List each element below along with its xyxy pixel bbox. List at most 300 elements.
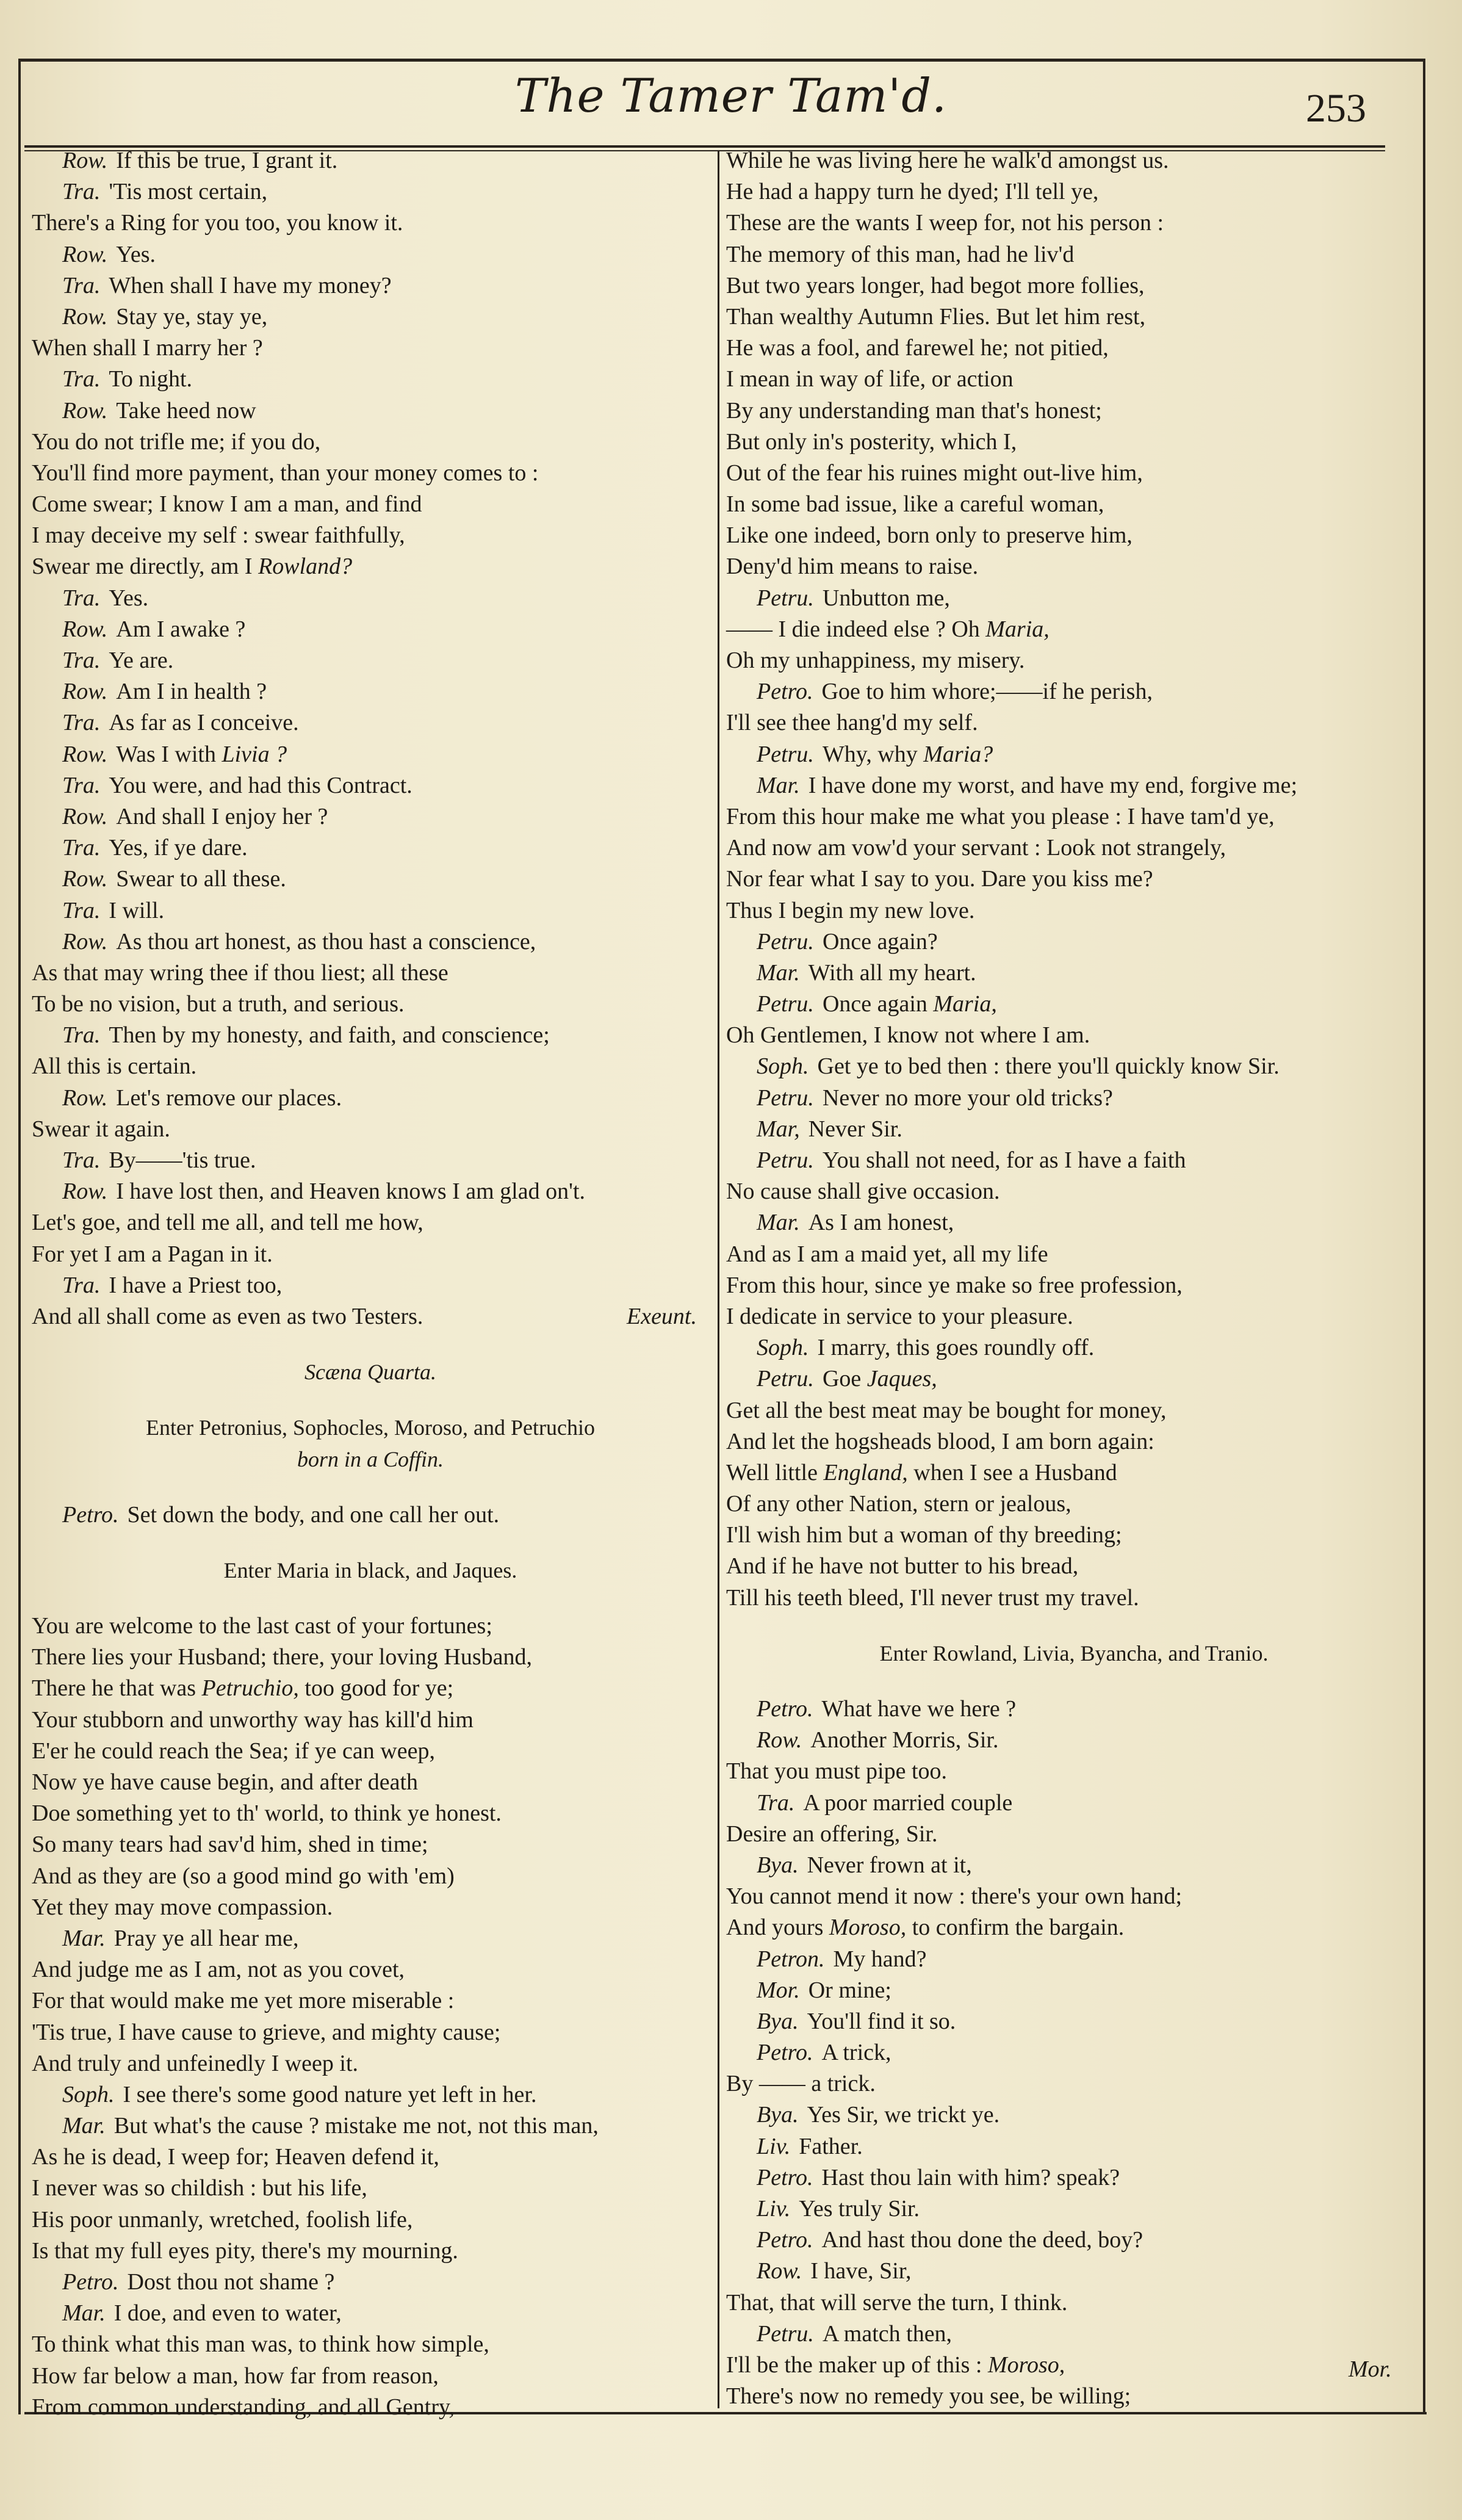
verse-line	[726, 427, 1422, 458]
verse-line	[726, 489, 1422, 520]
stage-direction: Scæna Quarta.	[304, 1360, 436, 1385]
speech-text: Let's remove our places.	[116, 1085, 342, 1111]
verse-line	[32, 520, 709, 551]
verse-text: I'll see thee hang'd my self.	[726, 710, 978, 736]
speech-line	[32, 145, 709, 176]
verse-line	[726, 645, 1422, 676]
speaker-name: Row.	[62, 241, 108, 267]
speaker-name: Petron.	[757, 1946, 825, 1972]
verse-line	[32, 1611, 709, 1642]
speech-line	[726, 2037, 1422, 2068]
verse-text: Of any other Nation, stern or jealous,	[726, 1491, 1071, 1517]
speech-text: You shall not need, for as I have a faith	[822, 1147, 1186, 1173]
speech-text: Goe	[822, 1366, 867, 1392]
verse-line	[32, 427, 709, 458]
speech-text: I will.	[109, 897, 165, 923]
speech-italic: Livia ?	[221, 741, 287, 767]
speaker-name: Soph.	[757, 1053, 809, 1080]
verse-line	[32, 1207, 709, 1238]
verse-line	[32, 2329, 709, 2360]
verse-italic: Maria,	[985, 616, 1050, 642]
verse-text: Your stubborn and unworthy way has kill'd him	[32, 1706, 474, 1733]
speech-text: Was I with	[116, 741, 222, 767]
verse-text: Like one indeed, born only to preserve him,	[726, 522, 1133, 549]
speech-text: Or mine;	[808, 1977, 891, 2003]
verse-text: Well little	[726, 1459, 824, 1486]
speech-text: But what's the cause ? mistake me not, not this man,	[113, 2113, 599, 2139]
verse-text: From common understanding, and all Gentry,	[32, 2394, 455, 2420]
speech-line	[32, 1923, 709, 1954]
verse-text: That, that will serve the turn, I think.	[726, 2289, 1068, 2316]
verse-line	[726, 1881, 1422, 1912]
speech-line	[32, 614, 709, 645]
speaker-name: Petru.	[757, 928, 814, 955]
verse-line	[726, 2350, 1422, 2381]
speech-line	[726, 1083, 1422, 1114]
speaker-name: Mar.	[62, 2113, 106, 2139]
verse-line	[32, 1301, 709, 1332]
speech-line	[32, 395, 709, 427]
verse-text: Thus I begin my new love.	[726, 897, 975, 923]
verse-text: Let's goe, and tell me all, and tell me how,	[32, 1210, 423, 1236]
speech-text: Am I awake ?	[116, 616, 246, 642]
speech-text: I have lost then, and Heaven knows I am glad on't.	[116, 1179, 586, 1205]
verse-text: And all shall come as even as two Testers.	[32, 1303, 423, 1329]
speech-line	[726, 1145, 1422, 1176]
speaker-name: Petro.	[757, 1696, 813, 1722]
speech-line	[32, 895, 709, 926]
verse-line	[726, 551, 1422, 582]
verse-text: For yet I am a Pagan in it.	[32, 1241, 273, 1267]
speaker-name: Petru.	[757, 1147, 814, 1173]
speaker-name: Tra.	[62, 179, 101, 205]
verse-text: In some bad issue, like a careful woman,	[726, 491, 1104, 518]
verse-line	[726, 1426, 1422, 1457]
speech-text: Swear to all these.	[116, 866, 286, 892]
verse-line	[32, 333, 709, 364]
speaker-name: Bya.	[757, 2008, 799, 2034]
catchword: Mor.	[1349, 2356, 1392, 2382]
verse-text: E'er he could reach the Sea; if ye can weep,	[32, 1738, 435, 1764]
speech-line	[726, 1114, 1422, 1145]
speech-line	[32, 1270, 709, 1301]
speech-line	[32, 864, 709, 895]
verse-text: I'll wish him but a woman of thy breeding;	[726, 1522, 1122, 1548]
speech-text: I have done my worst, and have my end, forgive me;	[808, 772, 1298, 798]
verse-line	[726, 1457, 1422, 1489]
right-column	[726, 145, 1422, 2412]
speech-text: Yes Sir, we trickt ye.	[807, 2102, 1000, 2128]
verse-text: From this hour make me what you please : I have tam'd ye,	[726, 803, 1275, 829]
speech-text: Yes.	[116, 241, 156, 267]
speech-text: Ye are.	[109, 648, 174, 673]
speaker-name: Tra.	[62, 772, 101, 798]
spacer	[32, 1388, 709, 1412]
speech-line	[726, 989, 1422, 1020]
verse-text: And let the hogsheads blood, I am born again:	[726, 1428, 1154, 1454]
speech-line	[726, 1975, 1422, 2006]
speech-line	[726, 583, 1422, 614]
spacer	[32, 1475, 709, 1500]
verse-text: I'll be the maker up of this :	[726, 2352, 988, 2378]
verse-text: And if he have not butter to his bread,	[726, 1553, 1079, 1580]
speech-line	[32, 1500, 709, 1531]
verse-text: Come swear; I know I am a man, and find	[32, 491, 422, 518]
verse-line	[726, 520, 1422, 551]
speaker-name: Row.	[62, 616, 108, 642]
verse-text: Get all the best meat may be bought for money,	[726, 1397, 1167, 1423]
verse-text: As he is dead, I weep for; Heaven defend it,	[32, 2144, 439, 2170]
speech-text: I marry, this goes roundly off.	[817, 1335, 1095, 1361]
speech-text: A match then,	[822, 2320, 952, 2347]
verse-line	[32, 989, 709, 1020]
verse-line	[726, 1176, 1422, 1207]
spacer	[726, 1614, 1422, 1638]
speaker-name: Petro.	[757, 2164, 813, 2190]
speaker-name: Liv.	[757, 2196, 791, 2222]
verse-text: Till his teeth bleed, I'll never trust my travel.	[726, 1584, 1139, 1611]
speaker-name: Petru.	[757, 991, 814, 1017]
verse-line	[726, 1395, 1422, 1426]
speech-text: I see there's some good nature yet left in her.	[123, 2081, 537, 2107]
verse-text: You do not trifle me; if you do,	[32, 428, 321, 455]
speech-line	[32, 645, 709, 676]
verse-line	[726, 364, 1422, 395]
speech-text: By——'tis true.	[109, 1147, 256, 1173]
verse-text: And truly and unfeinedly I weep it.	[32, 2050, 359, 2076]
verse-text: The memory of this man, had he liv'd	[726, 241, 1075, 267]
speaker-name: Row.	[62, 1085, 108, 1111]
stage-direction: born in a Coffin.	[297, 1446, 444, 1471]
verse-line	[726, 1489, 1422, 1520]
speech-text: Take heed now	[116, 397, 256, 424]
verse-text: You cannot mend it now : there's your own hand;	[726, 1883, 1183, 1910]
speaker-name: Row.	[62, 679, 108, 705]
speaker-name: Petro.	[757, 2227, 813, 2253]
verse-text: Now ye have cause begin, and after death	[32, 1769, 419, 1795]
speaker-name: Tra.	[62, 366, 101, 392]
speech-line	[32, 176, 709, 208]
speaker-name: Mar.	[757, 1210, 800, 1236]
speech-text: I have a Priest too,	[109, 1272, 283, 1298]
verse-text: These are the wants I weep for, not his person :	[726, 210, 1164, 236]
verse-text: He had a happy turn he dyed; I'll tell ye,	[726, 179, 1099, 205]
speech-line	[32, 926, 709, 958]
speaker-name: Row.	[62, 1179, 108, 1205]
speech-text: I have, Sir,	[810, 2258, 912, 2284]
verse-line	[726, 270, 1422, 301]
page-number: 253	[1306, 86, 1366, 131]
speech-line	[726, 1051, 1422, 1082]
verse-text: I never was so childish : but his life,	[32, 2175, 367, 2201]
speech-line	[32, 301, 709, 333]
speech-line	[32, 1176, 709, 1207]
verse-text: So many tears had sav'd him, shed in time;	[32, 1832, 428, 1858]
speaker-name: Tra.	[62, 1147, 101, 1173]
speaker-name: Mar.	[62, 1925, 106, 1951]
verse-line	[32, 208, 709, 239]
speech-text: As thou art honest, as thou hast a conscience,	[116, 928, 536, 955]
speech-line	[32, 1145, 709, 1176]
verse-text-cont: too good for ye;	[298, 1675, 454, 1702]
speaker-name: Liv.	[757, 2133, 791, 2159]
verse-line	[726, 176, 1422, 208]
speech-text: What have we here ?	[821, 1696, 1017, 1722]
verse-line	[32, 1954, 709, 1985]
verse-italic: Moroso,	[829, 1915, 907, 1941]
verse-text: When shall I marry her ?	[32, 335, 263, 361]
verse-text: You'll find more payment, than your money comes to :	[32, 460, 539, 486]
speech-line	[32, 1083, 709, 1114]
verse-text: Desire an offering, Sir.	[726, 1821, 938, 1847]
speech-line	[32, 832, 709, 864]
verse-text: Is that my full eyes pity, there's my mourning.	[32, 2237, 458, 2264]
speech-line	[726, 739, 1422, 770]
verse-text: 'Tis true, I have cause to grieve, and mighty cause;	[32, 2019, 501, 2045]
verse-line	[32, 1861, 709, 1892]
speech-text: Then by my honesty, and faith, and conscience;	[109, 1022, 550, 1049]
speech-text: Never no more your old tricks?	[822, 1085, 1113, 1111]
speech-text: Once again	[822, 991, 934, 1017]
speech-line	[726, 1725, 1422, 1756]
verse-text: To be no vision, but a truth, and serious.	[32, 991, 405, 1017]
column-divider	[718, 150, 719, 2408]
speaker-name: Tra.	[62, 585, 101, 611]
speaker-name: Soph.	[757, 1335, 809, 1361]
speech-italic: Maria?	[923, 741, 993, 767]
verse-line	[32, 958, 709, 989]
verse-line	[726, 2287, 1422, 2319]
speech-text: Pray ye all hear me,	[113, 1925, 299, 1951]
speaker-name: Row.	[62, 928, 108, 955]
verse-line	[32, 1798, 709, 1829]
verse-line	[726, 208, 1422, 239]
verse-italic: Petruchio,	[201, 1675, 299, 1702]
speech-text: Get ye to bed then : there you'll quickly know Sir.	[817, 1053, 1280, 1080]
speech-line	[726, 1944, 1422, 1975]
verse-line	[726, 2381, 1422, 2412]
speech-line	[726, 2193, 1422, 2225]
speech-text: To night.	[109, 366, 193, 392]
verse-line	[726, 1551, 1422, 1582]
verse-line	[726, 1912, 1422, 1943]
verse-line	[726, 239, 1422, 270]
speech-text: You'll find it so.	[807, 2008, 956, 2034]
speaker-name: Bya.	[757, 2102, 799, 2128]
verse-text: For that would make me yet more miserable :	[32, 1988, 455, 2014]
speaker-name: Petru.	[757, 1366, 814, 1392]
verse-line	[726, 333, 1422, 364]
verse-text: You are welcome to the last cast of your fortunes;	[32, 1613, 492, 1639]
speaker-name: Tra.	[62, 1022, 101, 1049]
verse-line	[32, 2392, 709, 2423]
verse-text: And as they are (so a good mind go with 'em)	[32, 1863, 455, 1889]
speech-line	[726, 770, 1422, 801]
speaker-name: Mar,	[757, 1116, 800, 1142]
speech-text: Dost thou not shame ?	[127, 2269, 335, 2295]
speech-line	[726, 676, 1422, 707]
running-title: The Tamer Tam'd.	[514, 68, 948, 123]
speaker-name: Petro.	[757, 2040, 813, 2066]
speech-text: Another Morris, Sir.	[810, 1727, 999, 1753]
speech-line	[32, 801, 709, 832]
verse-line	[32, 1642, 709, 1673]
verse-line	[32, 551, 709, 582]
verse-line	[726, 1020, 1422, 1051]
verse-line	[726, 895, 1422, 926]
verse-line	[726, 2068, 1422, 2099]
speech-text: And shall I enjoy her ?	[116, 803, 328, 829]
verse-line	[32, 2173, 709, 2204]
verse-line	[32, 458, 709, 489]
verse-line	[32, 1829, 709, 1860]
speech-italic: Maria,	[933, 991, 997, 1017]
verse-text: All this is certain.	[32, 1053, 197, 1080]
speaker-name: Petru.	[757, 585, 814, 611]
speech-text: As I am honest,	[808, 1210, 954, 1236]
speech-text: My hand?	[833, 1946, 927, 1972]
speaker-name: Tra.	[62, 897, 101, 923]
speaker-name: Mor.	[757, 1977, 800, 2003]
verse-text-cont: when I see a Husband	[907, 1459, 1117, 1486]
spacer	[726, 1669, 1422, 1694]
verse-line	[726, 1239, 1422, 1270]
verse-text: No cause shall give occasion.	[726, 1179, 1000, 1205]
speaker-name: Petro.	[757, 679, 813, 705]
speech-text: Hast thou lain with him? speak?	[821, 2164, 1120, 2190]
speech-line	[726, 2319, 1422, 2350]
verse-text: And yours	[726, 1915, 829, 1941]
verse-line	[32, 1985, 709, 2016]
stage-direction: Enter Petronius, Sophocles, Moroso, and Petruchio	[146, 1415, 595, 1440]
left-border	[18, 59, 21, 2414]
verse-text: Swear me directly, am I	[32, 554, 259, 580]
verse-line	[32, 2048, 709, 2079]
speaker-name: Row.	[757, 1727, 802, 1753]
verse-line	[32, 2204, 709, 2236]
speech-text: When shall I have my money?	[109, 272, 392, 298]
speaker-name: Petro.	[62, 1501, 119, 1528]
verse-text: Deny'd him means to raise.	[726, 554, 979, 580]
speech-text: Unbutton me,	[822, 585, 950, 611]
speech-line	[32, 707, 709, 738]
spacer	[32, 1531, 709, 1555]
verse-line	[726, 1270, 1422, 1301]
verse-text: There he that was	[32, 1675, 202, 1702]
verse-italic: Moroso,	[987, 2352, 1065, 2378]
verse-line	[32, 2361, 709, 2392]
verse-line	[726, 1520, 1422, 1551]
speech-line	[726, 2256, 1422, 2287]
verse-line	[32, 1892, 709, 1923]
speaker-name: Petru.	[757, 1085, 814, 1111]
stage-direction: Enter Maria in black, and Jaques.	[223, 1558, 517, 1583]
speech-text: With all my heart.	[808, 959, 976, 986]
stage-direction: Enter Rowland, Livia, Byancha, and Tranio.	[879, 1641, 1269, 1666]
verse-line	[726, 145, 1422, 176]
speaker-name: Petru.	[757, 2320, 814, 2347]
speech-line	[726, 1694, 1422, 1725]
speaker-name: Mar.	[757, 772, 800, 798]
speech-line	[726, 1788, 1422, 1819]
speaker-name: Row.	[757, 2258, 802, 2284]
speech-line	[726, 1850, 1422, 1881]
speaker-name: Row.	[62, 803, 108, 829]
right-border	[1423, 59, 1425, 2414]
verse-italic: Rowland?	[258, 554, 353, 580]
speech-line	[32, 2267, 709, 2298]
verse-line	[726, 832, 1422, 864]
speaker-name: Tra.	[62, 1272, 101, 1298]
speech-line	[32, 770, 709, 801]
speech-line	[32, 2110, 709, 2142]
verse-line	[726, 458, 1422, 489]
verse-text: That you must pipe too.	[726, 1758, 948, 1785]
verse-text: Than wealthy Autumn Flies. But let him rest,	[726, 303, 1146, 330]
speaker-name: Row.	[62, 741, 108, 767]
verse-line	[726, 1583, 1422, 1614]
verse-line	[32, 1239, 709, 1270]
verse-text: And now am vow'd your servant : Look not strangely,	[726, 835, 1226, 861]
speech-line	[726, 2131, 1422, 2162]
speech-text: Yes truly Sir.	[799, 2196, 920, 2222]
speech-italic: Jaques,	[866, 1366, 937, 1392]
verse-text: Yet they may move compassion.	[32, 1894, 333, 1920]
speech-text: Why, why	[822, 741, 924, 767]
speech-text: Stay ye, stay ye,	[116, 303, 268, 330]
verse-line	[726, 801, 1422, 832]
speech-text: You were, and had this Contract.	[109, 772, 412, 798]
verse-text: While he was living here he walk'd amongst us.	[726, 148, 1169, 173]
verse-line	[726, 707, 1422, 738]
verse-line	[32, 1736, 709, 1767]
speaker-name: Soph.	[62, 2081, 115, 2107]
verse-line	[32, 1051, 709, 1082]
speech-line	[32, 270, 709, 301]
verse-text: Oh Gentlemen, I know not where I am.	[726, 1022, 1090, 1049]
verse-text: I dedicate in service to your pleasure.	[726, 1303, 1073, 1329]
verse-text: I may deceive my self : swear faithfully,	[32, 522, 405, 549]
speaker-name: Mar.	[757, 959, 800, 986]
speaker-name: Petru.	[757, 741, 814, 767]
speech-line	[32, 364, 709, 395]
speech-text: Yes, if ye dare.	[109, 835, 248, 861]
speaker-name: Row.	[62, 397, 108, 424]
speech-text: Goe to him whore;——if he perish,	[821, 679, 1153, 705]
speech-text: Never Sir.	[808, 1116, 902, 1142]
speech-text: As far as I conceive.	[109, 710, 299, 736]
speech-text: Never frown at it,	[807, 1852, 972, 1878]
speech-line	[726, 2225, 1422, 2256]
exit-direction: Exeunt.	[626, 1303, 697, 1329]
speaker-name: Mar.	[62, 2300, 106, 2327]
speech-text: Set down the body, and one call her out.	[127, 1501, 500, 1528]
speech-text: Father.	[799, 2133, 863, 2159]
speaker-name: Tra.	[757, 1789, 795, 1816]
speech-line	[726, 2099, 1422, 2131]
speech-line	[726, 1332, 1422, 1363]
speaker-name: Tra.	[62, 272, 101, 298]
speech-text: And hast thou done the deed, boy?	[821, 2227, 1143, 2253]
verse-text: Nor fear what I say to you. Dare you kiss me?	[726, 866, 1153, 892]
speech-text: If this be true, I grant it.	[116, 148, 338, 173]
verse-text: But two years longer, had begot more follies,	[726, 272, 1145, 298]
speech-line	[32, 2298, 709, 2329]
speech-line	[726, 958, 1422, 989]
top-rule	[18, 59, 1425, 62]
verse-line	[726, 1819, 1422, 1850]
verse-text: From this hour, since ye make so free profession,	[726, 1272, 1183, 1298]
